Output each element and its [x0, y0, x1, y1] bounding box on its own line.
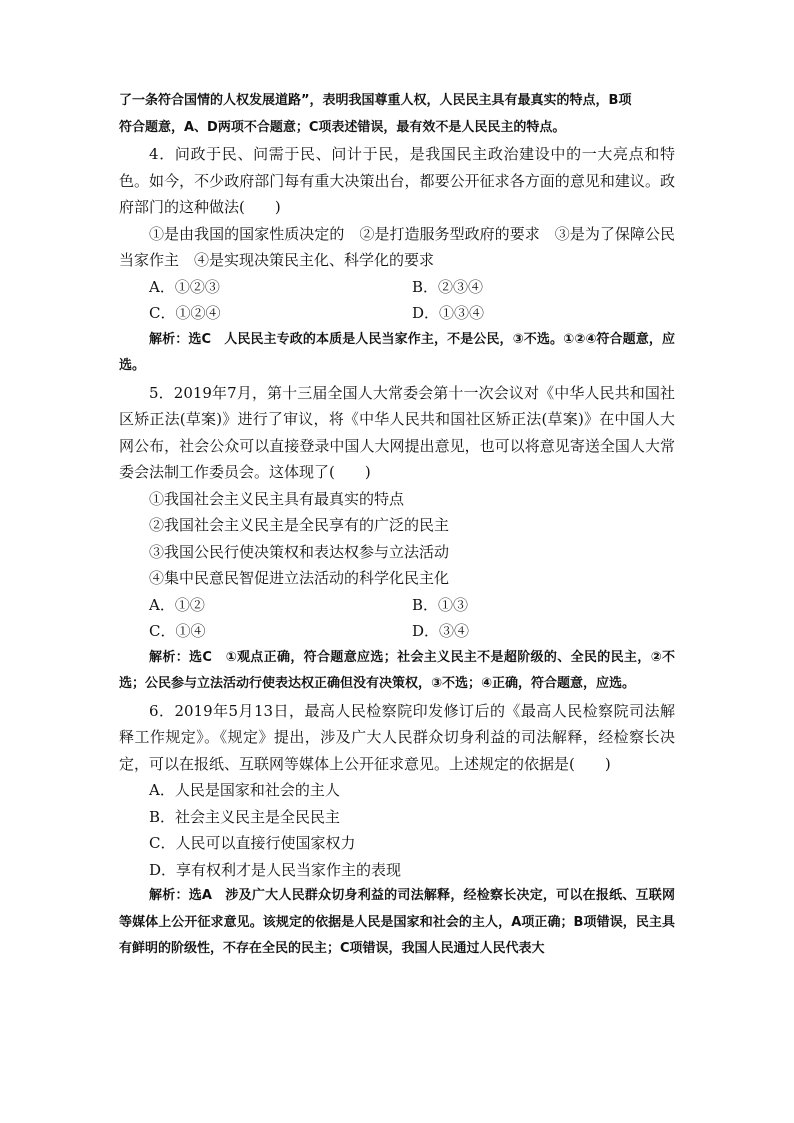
question-4-option-b: B．②③④: [412, 277, 484, 296]
question-5-options-row-2: [119, 618, 675, 645]
prev-answer-line-1: 了一条符合国情的人权发展道路”，表明我国尊重人权，人民民主具有最真实的特点，B项: [119, 93, 632, 108]
question-4-stem: 4．问政于民、问需于民、问计于民，是我国民主政治建设中的一大亮点和特色。如今，不少政府部门每有重大决策出台，都要公开征求各方面的意见和建议。政府部门的这种做法( ): [119, 145, 675, 216]
question-5-statement-1: ①我国社会主义民主具有最真实的特点: [149, 489, 405, 508]
question-4-analysis: 解析：选C 人民民主专政的本质是人民当家作主，不是公民，③不选。①②④符合题意，应选。: [119, 331, 675, 373]
question-4-options-row-2: [119, 300, 675, 327]
question-6-stem: 6．2019年5月13日，最高人民检察院印发修订后的《最高人民检察院司法解释工作规定》。《规定》提出，涉及广大人民群众切身利益的司法解释，经检察长决定，可以在报纸、互联网等媒体上公开征求意见。上述规定的依据是( ): [119, 701, 675, 773]
question-5-statement-2: ②我国社会主义民主是全民享有的广泛的民主: [149, 516, 450, 534]
question-6-analysis: 解析：选A 涉及广大人民群众切身利益的司法解释，经检察长决定，可以在报纸、互联网等媒体上公开征求意见。该规定的依据是人民是国家和社会的主人，A项正确；B项错误，民主具有鲜明的阶级性，不存在全民的民主；C项错误，我国人民通过人民代表大: [119, 888, 675, 956]
question-6-option-d: D．享有权利才是人民当家作主的表现: [149, 860, 402, 879]
question-5-option-b: B．①③: [412, 595, 469, 614]
question-4-option-c: C．①②④: [149, 304, 221, 322]
question-5-option-a: A．①②: [149, 595, 205, 614]
question-5-statement-4: ④集中民意民智促进立法活动的科学化民主化: [149, 569, 450, 587]
question-5-statement-3: ③我国公民行使决策权和表达权参与立法活动: [149, 542, 450, 561]
question-5-option-c: C．①④: [149, 622, 206, 640]
page-content: [119, 88, 675, 963]
question-6-option-c: C．人民可以直接行使国家权力: [149, 834, 356, 852]
question-4-statements: ①是由我国的国家性质决定的 ②是打造服务型政府的要求 ③是为了保障公民当家作主 ④是实现决策民主化、科学化的要求: [119, 224, 675, 269]
prev-answer-line-2: 符合题意，A、D两项不合题意；C项表述错误，最有效不是人民民主的特点。: [119, 119, 566, 135]
question-5-analysis: 解析：选C ①观点正确，符合题意应选；社会主义民主不是超阶级的、全民的民主，②不选；公民参与立法活动行使表达权正确但没有决策权，③不选；④正确，符合题意，应选。: [119, 649, 675, 691]
question-6-option-b: B．社会主义民主是全民民主: [149, 807, 341, 826]
question-5-options-row-1: [119, 592, 675, 619]
question-4-options-row-1: [119, 274, 675, 301]
question-4-option-a: A．①②③: [149, 277, 220, 296]
question-6-option-a: A．人民是国家和社会的主人: [149, 781, 340, 799]
question-4-option-d: D．①③④: [412, 304, 485, 322]
question-5-stem: 5．2019年7月，第十三届全国人大常委会第十一次会议对《中华人民共和国社区矫正法(草案)》进行了审议，将《中华人民共和国社区矫正法(草案)》在中国人大网公布，社会公众可以直接登录中国人大网提出意见，也可以将意见寄送全国人大常委会法制工作委员会。这体现了( ): [119, 383, 675, 481]
question-5-option-d: D．③④: [412, 622, 470, 640]
